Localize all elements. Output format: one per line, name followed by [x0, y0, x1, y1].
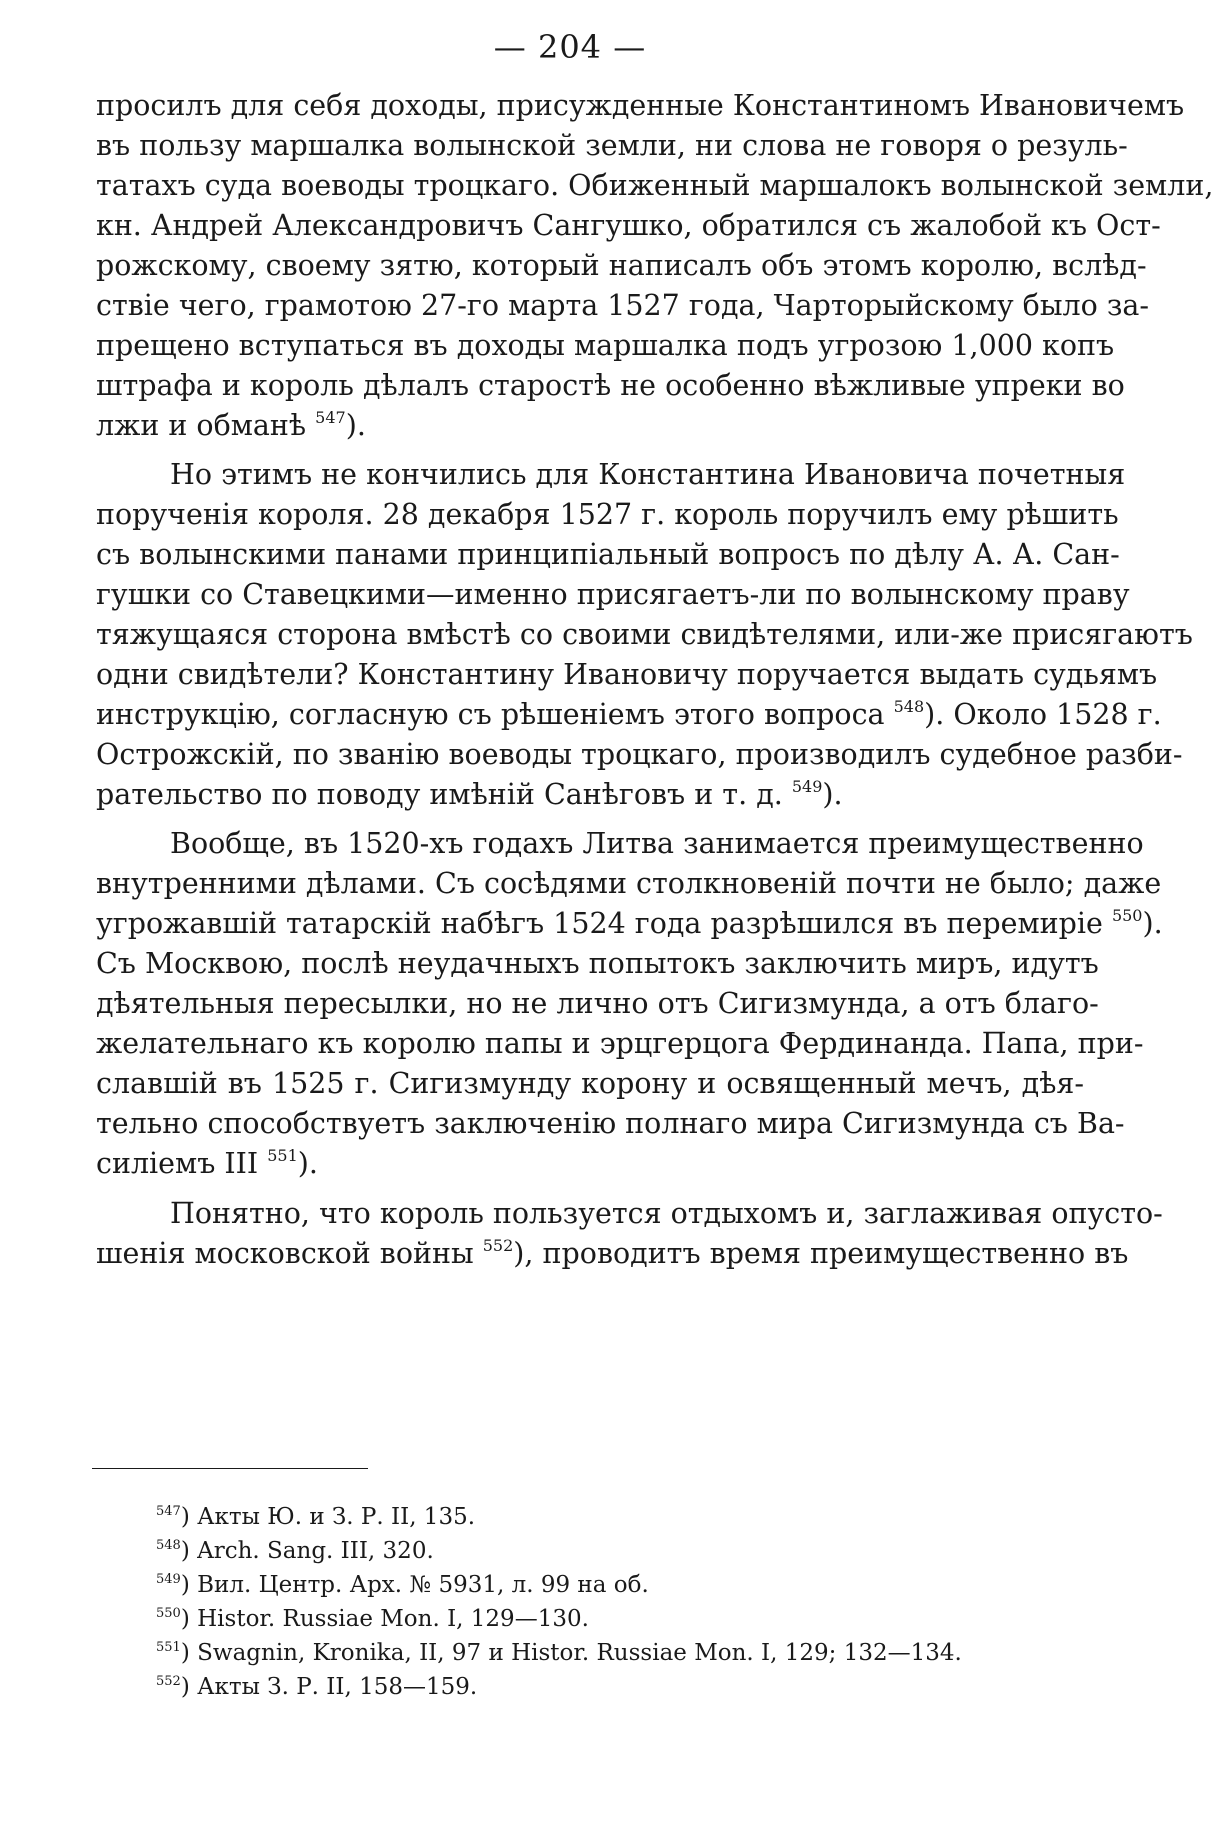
text-span: лжи и обманѣ: [96, 409, 307, 442]
footnote-text: Вил. Центр. Арх. № 5931, л. 99 на об.: [197, 1572, 649, 1598]
footnote-text: Arch. Sang. III, 320.: [197, 1538, 434, 1564]
text-span: ).: [822, 778, 843, 811]
text-line: тяжущаяся сторона вмѣстѣ со своими свидѣтелями, или-же присягаютъ: [96, 618, 1193, 651]
text-span: инструкцію, согласную съ рѣшеніемъ этого вопроса: [96, 698, 885, 731]
footnote-number: 551: [156, 1640, 181, 1655]
footnote: $^{547}$) Акты Ю. и З. Р. II, 135.: [156, 1504, 476, 1530]
text-line: [96, 904, 1163, 944]
footnote-number: 552: [156, 1674, 181, 1689]
footnote: $^{548}$) Arch. Sang. III, 320.: [156, 1538, 434, 1564]
footnote-ref: 551: [267, 1146, 298, 1165]
text-line: [96, 695, 1162, 735]
page-number: — 204 —: [493, 28, 647, 66]
text-line: въ пользу маршалка волынской земли, ни слова не говоря о резуль-: [96, 129, 1128, 162]
footnote: $^{550}$) Histor. Russiae Mon. I, 129—130.: [156, 1606, 589, 1632]
text-line: Вообще, въ 1520-хъ годахъ Литва занимается преимущественно: [170, 827, 1144, 860]
text-line: Но этимъ не кончились для Константина Ивановича почетныя: [170, 458, 1126, 491]
text-line: [96, 775, 1084, 815]
text-span: рательство по поводу имѣній Санѣговъ и т. д.: [96, 778, 783, 811]
text-span: ): [924, 698, 936, 731]
footnote-text: Акты З. Р. II, 158—159.: [197, 1674, 478, 1700]
footnote-text: Акты Ю. и З. Р. II, 135.: [197, 1504, 476, 1530]
text-line: Понятно, что король пользуется отдыхомъ и, заглаживая опусто-: [170, 1197, 1163, 1230]
text-span: , проводитъ время преимущественно въ: [524, 1237, 1129, 1270]
text-line: прещено вступаться въ доходы маршалка подъ угрозою 1,000 копъ: [96, 329, 1115, 362]
text-span: . Около 1528 г.: [935, 698, 1162, 731]
text-span: ): [513, 1237, 525, 1270]
text-line: славшій въ 1525 г. Сигизмунду корону и освященный мечъ, дѣя-: [96, 1067, 1084, 1100]
text-span: шенія московской войны: [96, 1237, 474, 1270]
text-span: силіемъ III: [96, 1147, 259, 1180]
text-line: желательнаго къ королю папы и эрцгерцога Фердинанда. Папа, при-: [96, 1027, 1144, 1060]
footnote-separator: [92, 1468, 368, 1469]
footnote: $^{551}$) Swagnin, Kronika, II, 97 и Histor. Russiae Mon. I, 129; 132—134.: [156, 1640, 962, 1666]
text-line: ствіе чего, грамотою 27-го марта 1527 года, Чарторыйскому было за-: [96, 289, 1149, 322]
footnote: $^{552}$) Акты З. Р. II, 158—159.: [156, 1674, 478, 1700]
text-line: съ волынскими панами принципіальный вопросъ по дѣлу А. А. Сан-: [96, 538, 1120, 571]
footnote-ref: 547: [315, 408, 346, 427]
text-span: ): [1142, 907, 1154, 940]
text-line: Съ Москвою, послѣ неудачныхъ попытокъ заключить миръ, идутъ: [96, 947, 1099, 980]
footnote-number: 550: [156, 1606, 181, 1621]
footnote-number: 548: [156, 1538, 181, 1553]
text-span: ).: [345, 409, 366, 442]
text-line: гушки со Ставецкими—именно присягаетъ-ли по волынскому праву: [96, 578, 1130, 611]
footnote-ref: 549: [791, 777, 823, 796]
footnote-text: Swagnin, Kronika, II, 97 и Histor. Russiae Mon. I, 129; 132—134.: [197, 1640, 962, 1666]
text-line: [96, 1144, 1084, 1184]
footnote-ref: 552: [482, 1236, 514, 1255]
text-line: штрафа и король дѣлалъ старостѣ не особенно вѣжливые упреки во: [96, 369, 1125, 402]
footnote-number: 549: [156, 1572, 181, 1587]
text-span: .: [1153, 907, 1163, 940]
text-span: угрожавшій татарскій набѣгъ 1524 года разрѣшился въ перемиріе: [96, 907, 1103, 940]
text-span: ).: [297, 1147, 318, 1180]
text-line: [96, 1234, 1129, 1274]
text-line: тельно способствуетъ заключенію полнаго мира Сигизмунда съ Ва-: [96, 1107, 1125, 1140]
text-line: порученія короля. 28 декабря 1527 г. король поручилъ ему рѣшить: [96, 498, 1119, 531]
footnote: $^{549}$) Вил. Центр. Арх. № 5931, л. 99 на об.: [156, 1572, 649, 1598]
text-line: дѣятельныя пересылки, но не лично отъ Сигизмунда, а отъ благо-: [96, 987, 1099, 1020]
footnote-number: 547: [156, 1504, 181, 1519]
text-line: кн. Андрей Александровичъ Сангушко, обратился съ жалобой къ Ост-: [96, 209, 1161, 242]
text-line: татахъ суда воеводы троцкаго. Обиженный маршалокъ волынской земли,: [96, 169, 1213, 202]
text-line: [96, 406, 1084, 446]
footnote-ref: 550: [1111, 906, 1143, 925]
footnote-ref: 548: [893, 697, 925, 716]
text-line: просилъ для себя доходы, присужденные Константиномъ Ивановичемъ: [96, 89, 1185, 122]
text-line: Острожскій, по званію воеводы троцкаго, производилъ судебное разби-: [96, 738, 1183, 771]
text-line: одни свидѣтели? Константину Ивановичу поручается выдать судьямъ: [96, 658, 1158, 691]
text-line: внутренними дѣлами. Съ сосѣдями столкновеній почти не было; даже: [96, 867, 1162, 900]
footnote-text: Histor. Russiae Mon. I, 129—130.: [197, 1606, 589, 1632]
text-line: рожскому, своему зятю, который написалъ объ этомъ королю, вслѣд-: [96, 249, 1147, 282]
